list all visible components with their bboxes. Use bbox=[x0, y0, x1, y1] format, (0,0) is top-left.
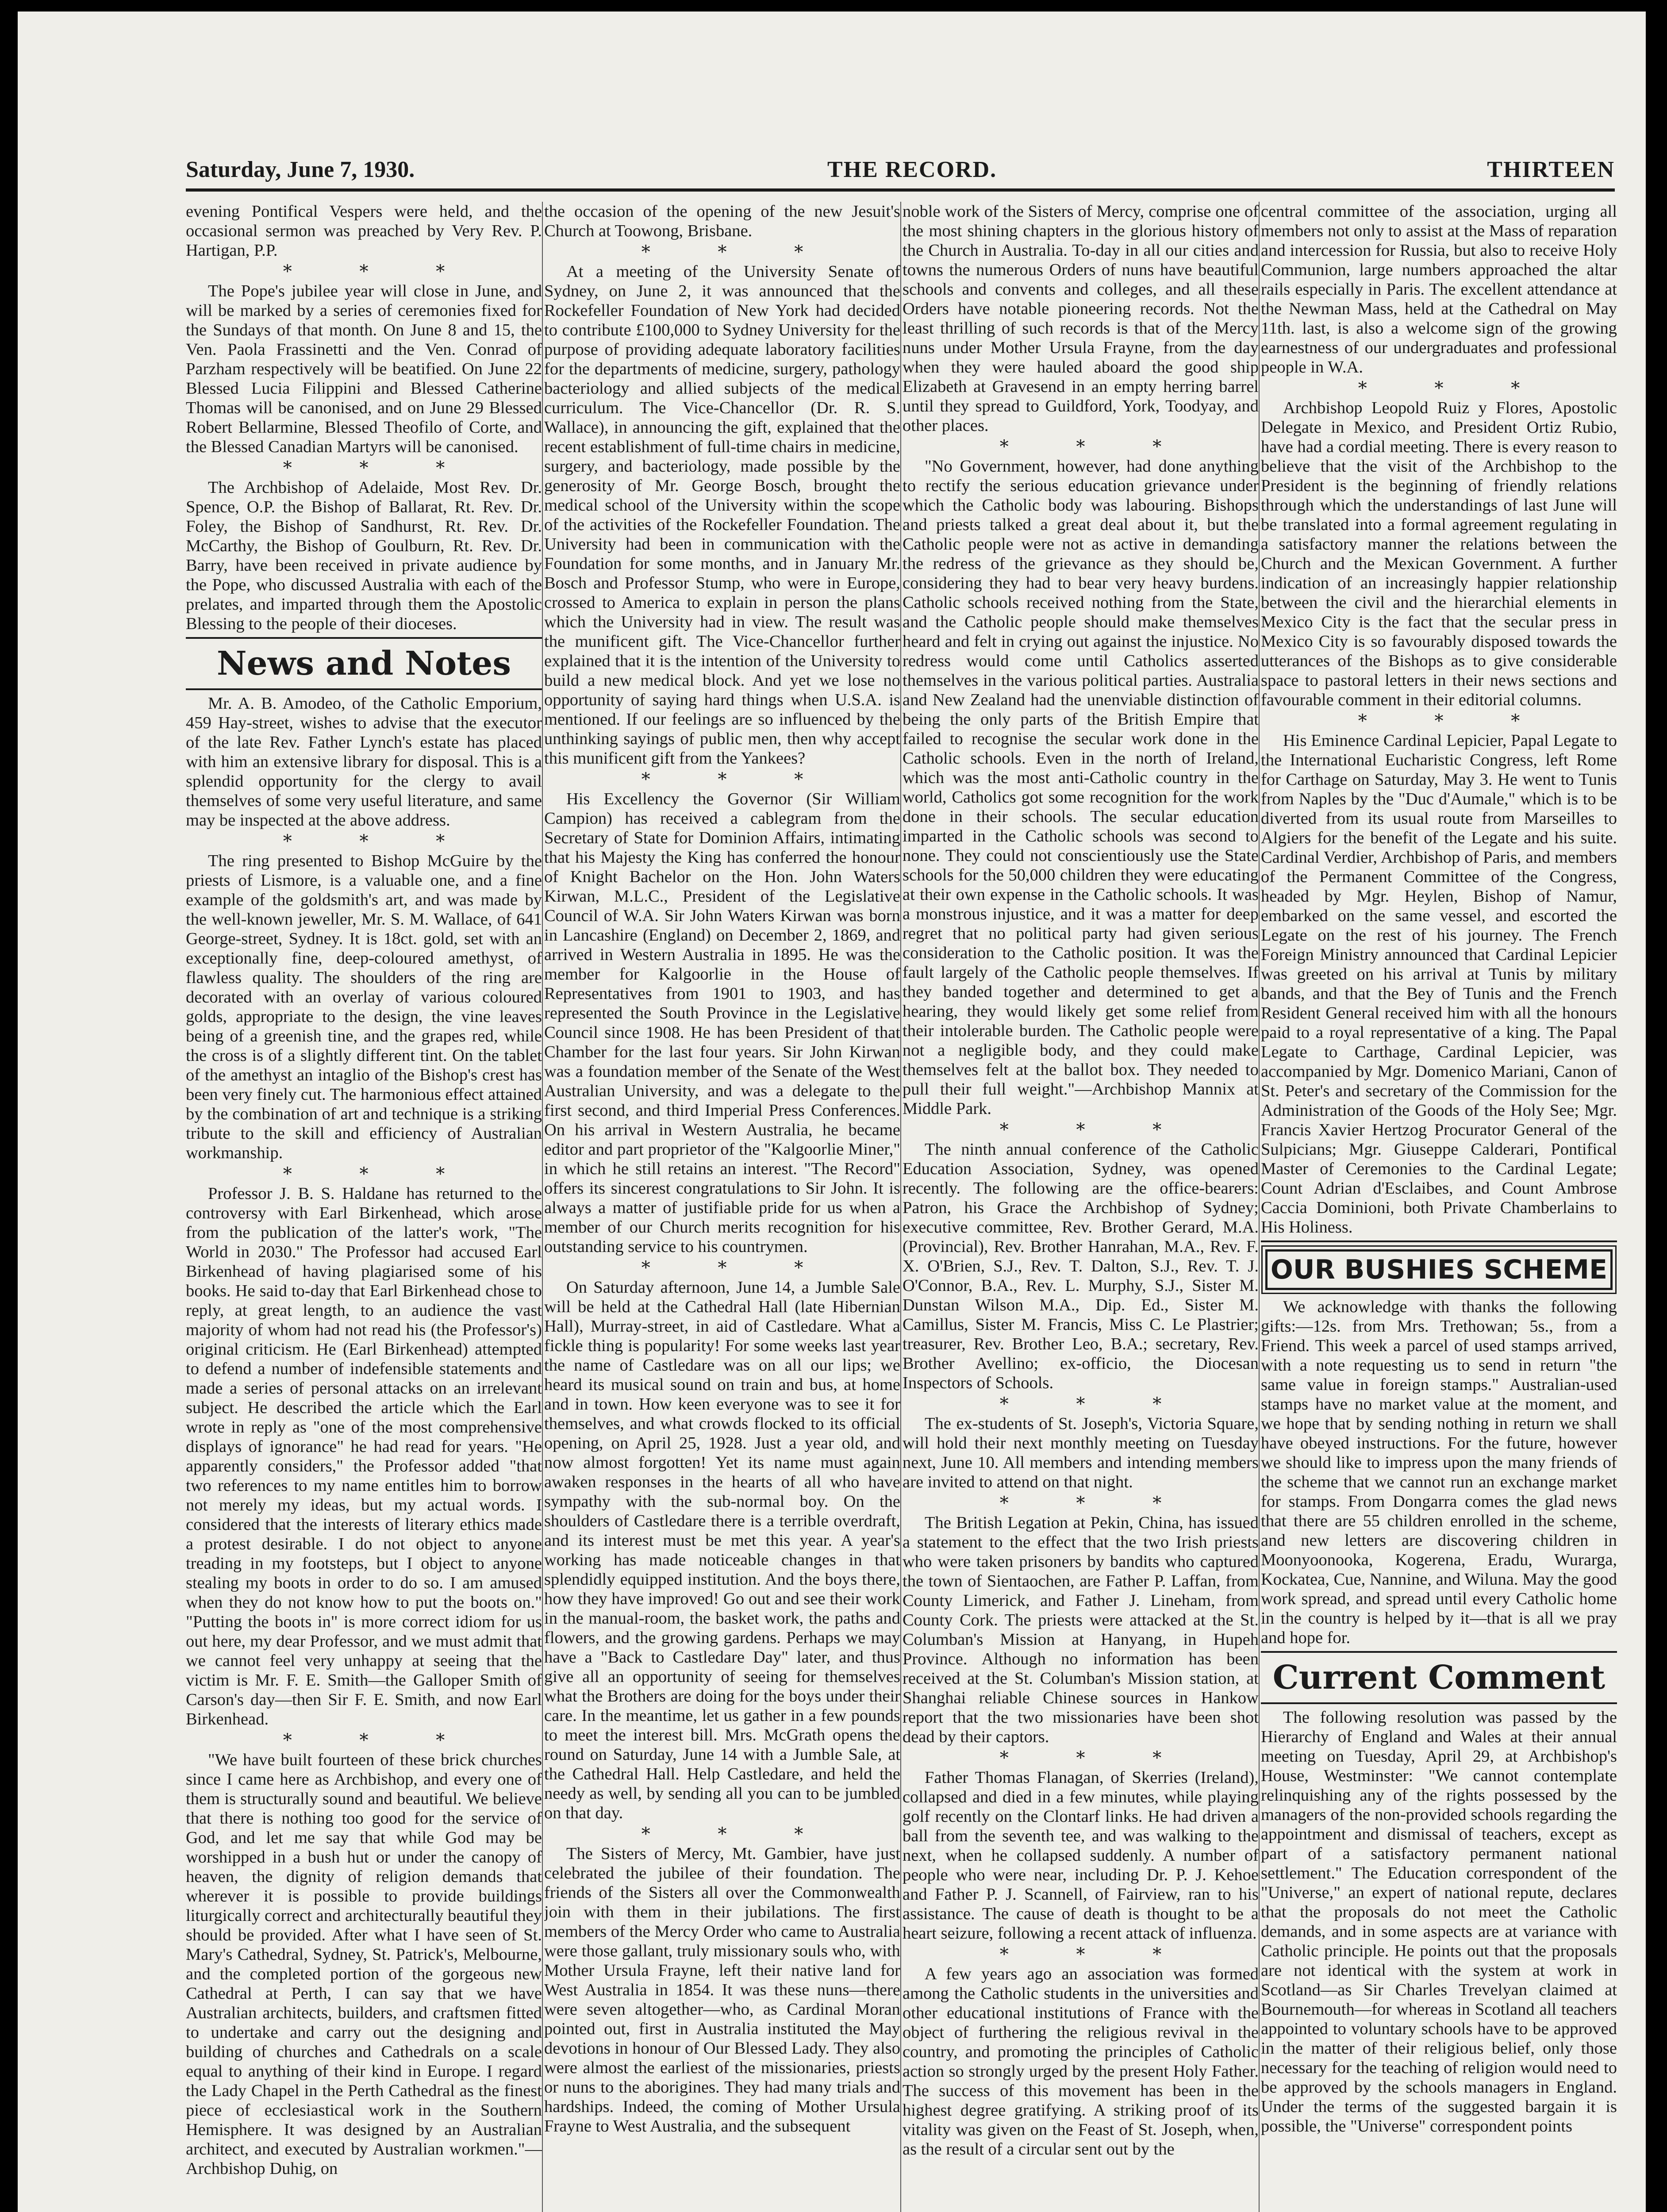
column-3 bbox=[903, 202, 1259, 2212]
column-2 bbox=[544, 202, 900, 2212]
separator: * * * bbox=[999, 1120, 1193, 1140]
article-paragraph: The following resolution was passed by the Hierarchy of England and Wales at their annual meeting on Tuesday, April 29, at Archbishop's House, Westminster: "We cannot contemplate relinquishing any of the rights possessed by the managers of the non-provided schools regarding the appointment and dismissal of teachers, except as part of a satisfactory permanent national settlement." The Education correspondent of the "Universe," an expert of national repute, declares that the proposals do not meet the Catholic demands, and in some aspects are at variance with Catholic principle. He points out that the proposals are not identical with the system at work in Scotland—as Sir Charles Trevelyan claimed at Bournemouth—for whereas in Scotland all teachers appointed to voluntary schools have to be approved in the matter of their religious belief, only those necessary for the teaching of religion would need to be approved by the schools managers in England. Under the terms of the suggested bargain it is possible, the "Universe" correspondent points bbox=[1261, 1708, 1617, 2135]
separator: * * * bbox=[641, 1824, 834, 1844]
section-heading-our-bushies-scheme: OUR BUSHIES SCHEME bbox=[1265, 1249, 1613, 1290]
article-paragraph: At a meeting of the University Senate of Sydney, on June 2, it was announced that the Rockefeller Foundation of New York had decided to contribute £100,000 to Sydney University for the purpose of providing adequate laboratory facilities for the departments of medicine, surgery, pathology bacteriology and allied subjects of the medical curriculum. The Vice-Chancellor (Dr. R. S. Wallace), in announcing the gift, explained that the recent establishment of full-time chairs in medicine, surgery, and bacteriology, made possible by the generosity of Mr. George Bosch, brought the medical school of the University within the scope of the activities of the Rockefeller Foundation. The University had been in communication with the Foundation for some months, and in January Mr. Bosch and Professor Stump, who were in Europe, crossed to America to explain in person the plans which the University had in view. The result was the munificent gift. The Vice-Chancellor further explained that it is the intention of the University to build a new medical block. And yet we lose no opportunity of saying hard things when U.S.A. is mentioned. If our feelings are so influenced by the unthinking sayings of public men, then why accept this munificent gift from the Yankees? bbox=[544, 262, 900, 768]
section-heading-news-and-notes: News and Notes bbox=[216, 645, 511, 683]
heading-rule bbox=[1261, 1240, 1617, 1242]
separator: * * * bbox=[283, 1730, 476, 1751]
column-rule bbox=[1259, 202, 1260, 2212]
article-paragraph: "We have built fourteen of these brick churches since I came here as Archbishop, and every one of them is structurally sound and beautiful. We believe that there is nothing too good for the service of God, and let me say that while God may be worshipped in a bush hut or under the canopy of heaven, the dignity of religion demands that wherever it is possible to provide buildings liturgically correct and architecturally beautiful they should be provided. After what I have seen of St. Mary's Cathedral, Sydney, St. Patrick's, Melbourne, and the completed portion of the gorgeous new Cathedral at Perth, I can say that we have Australian architects, builders, and craftsmen fitted to undertake and carry out the designing and building of churches and Cathedrals on a scale equal to anything of their kind in Europe. I regard the Lady Chapel in the Perth Cathedral as the finest piece of ecclesiastical work in the Southern Hemisphere. It was designed by an Australian architect, and executed by Australian workmen."—Archbishop Duhig, on bbox=[186, 1751, 542, 2178]
column-1 bbox=[186, 202, 542, 2212]
article-paragraph: The Sisters of Mercy, Mt. Gambier, have just celebrated the jubilee of their foundation. The friends of the Sisters all over the Commonwealth join with them in their jubilations. The first members of the Mercy Order who came to Australia were those gallant, truly missionary souls who, with Mother Ursula Frayne, left their native land for West Australia in 1854. It was these nuns—there were seven altogether—who, as Cardinal Moran pointed out, first in Australia instituted the May devotions in honour of Our Blessed Lady. They also were almost the earliest of the missionaries, priests or nuns to the aborigines. They had many trials and hardships. Indeed, the coming of Mother Ursula Frayne to West Australia, and the subsequent bbox=[544, 1844, 900, 2135]
article-paragraph: The ring presented to Bishop McGuire by the priests of Lismore, is a valuable one, and a fine example of the goldsmith's art, and was made by the well-known jeweller, Mr. S. M. Wallace, of 641 George-street, Sydney. It is 18ct. gold, set with an exceptionally fine, deep-coloured amethyst, of flawless quality. The shoulders of the ring are decorated with an overlay of various coloured golds, appropriate to the design, the vine leaves being of a greenish tine, and the grapes red, while the cross is of a slightly different tint. On the tablet of the amethyst an intaglio of the Bishop's crest has been very finely cut. The harmonious effect attained by the combination of art and technique is a striking tribute to the skill and efficiency of Australian workmanship. bbox=[186, 852, 542, 1162]
heading-rule bbox=[186, 637, 542, 639]
separator: * * * bbox=[641, 242, 834, 262]
separator: * * * bbox=[283, 458, 476, 478]
separator: * * * bbox=[999, 1944, 1193, 1965]
newspaper-title: THE RECORD. bbox=[827, 157, 997, 182]
separator: * * * bbox=[1358, 711, 1551, 731]
article-paragraph: His Excellency the Governor (Sir William Campion) has received a cablegram from the Secretary of State for Dominion Affairs, intimating that his Majesty the King has conferred the honour of Knight Bachelor on the Hon. John Waters Kirwan, M.L.C., President of the Legislative Council of W.A. Sir John Waters Kirwan was born in Lancashire (England) on December 2, 1869, and arrived in Western Australia in 1895. He was the member for Kalgoorlie in the House of Representatives from 1901 to 1903, and has represented the South Province in the Legislative Council since 1908. He has been President of that Chamber for the last four years. Sir John Kirwan was a foundation member of the Senate of the West Australian University, and was a delegate to the first second, and third Imperial Press Conferences. On his arrival in Western Australia, he became editor and part proprietor of the "Kalgoorlie Miner," in which he still retains an interest. "The Record" offers its sincerest congratulations to Sir John. It is always a matter of justifiable pride for us when a member of our Church merits recognition for his outstanding service to his countrymen. bbox=[544, 790, 900, 1256]
separator: * * * bbox=[999, 1493, 1193, 1513]
separator: * * * bbox=[999, 1748, 1193, 1768]
separator: * * * bbox=[999, 437, 1193, 457]
article-paragraph: On Saturday afternoon, June 14, a Jumble Sale will be held at the Cathedral Hall (late Hibernian Hall), Murray-street, in aid of Castledare. What a fickle thing is popularity! For some weeks last year the name of Castledare was on all our lips; we heard its musical sound on train and bus, at home and in town. How keen everyone was to see it for themselves, and what crowds flocked to its official opening, on April 25, 1928. Just a year old, and now almost forgotten! Yet its name must again awaken responses in the hearts of all who have sympathy with the sub-normal boy. On the shoulders of Castledare there is a terrible overdraft, and its interest must be met this year. A year's working has made noticeable changes in that splendidly equipped institution. And the boys there, how they have improved! Go out and see their work in the manual-room, the basket work, the paths and flowers, and the growing gardens. Perhaps we may have a "Back to Castledare Day" later, and thus give all an opportunity of seeing for themselves what the Brothers are doing for the boys under their care. In the meantime, let us gather in a few pounds to meet the interest bill. Mrs. McGrath opens the round on Saturday, June 14 with a Jumble Sale, at the Cathedral Hall. Help Castledare, and held the needy as well, by sending all you can to be jumbled on that day. bbox=[544, 1278, 900, 1822]
separator: * * * bbox=[283, 1164, 476, 1184]
article-paragraph: His Eminence Cardinal Lepicier, Papal Legate to the International Eucharistic Congress, left Rome for Carthage on Saturday, May 3. He went to Tunis from Naples by the "Duc d'Aumale," which is to be diverted from its usual route from Marseilles to Algiers for the benefit of the Legate and his suite. Cardinal Verdier, Archbishop of Paris, and members of the Permanent Committee of the Congress, headed by Mgr. Heylen, Bishop of Namur, embarked on the same vessel, and escorted the Legate on the rest of his journey. The French Foreign Ministry announced that Cardinal Lepicier was greeted on his arrival at Tunis by military bands, and that the Bey of Tunis and the French Resident General received him with all the honours paid to a royal representative of a king. The Papal Legate to Carthage, Cardinal Lepicier, was accompanied by Mgr. Domenico Mariani, Canon of St. Peter's and secretary of the Commission for the Administration of the Goods of the Holy See; Mgr. Francis Xavier Hertzog Procurator General of the Sulpicians; Mgr. Giuseppe Calderari, Pontifical Master of Ceremonies to the Cardinal Legate; Count Adrian d'Esclaibes, and Count Ambrose Caccia Dominioni, both Private Chamberlains to His Holiness. bbox=[1261, 731, 1617, 1237]
separator: * * * bbox=[283, 261, 476, 282]
heading-rule bbox=[186, 688, 542, 690]
article-paragraph: A few years ago an association was formed among the Catholic students in the universities and other educational institutions of France with the object of furthering the religious revival in the country, and promoting the principles of Catholic action so strongly urged by the present Holy Father. The success of this movement has been in the highest degree gratifying. A striking proof of its vitality was given on the Feast of St. Joseph, when, as the result of a circular sent out by the bbox=[903, 1965, 1259, 2158]
article-paragraph: We acknowledge with thanks the following gifts:—12s. from Mrs. Trethowan; 5s., from a Friend. This week a parcel of used stamps arrived, with a note requesting us to send in return "the same value in foreign stamps." Australian-used stamps have no market value at the moment, and we hope that by sending nothing in return we shall have obeyed instructions. For the future, however we should like to impress upon the many friends of the scheme that we cannot run an exchange market for stamps. From Dongarra comes the glad news that there are 55 children enrolled in the scheme, and new letters are discovering children in Moonyoonooka, Kogerena, Eradu, Wurarga, Kockatea, Cue, Nannine, and Wiluna. May the good work spread, and spread until every Catholic home in the country is helped by it—that is all we pray and hope for. bbox=[1261, 1298, 1617, 1647]
heading-rule bbox=[1261, 1651, 1617, 1653]
article-paragraph: The ninth annual conference of the Catholic Education Association, Sydney, was opened recently. The following are the office-bearers: Patron, his Grace the Archbishop of Sydney; executive committee, Rev. Brother Gerard, M.A. (Provincial), Rev. Brother Hanrahan, M.A., Rev. F. X. O'Brien, S.J., Rev. T. Dalton, S.J., Rev. T. J. O'Connor, B.A., Rev. L. Murphy, S.J., Sister M. Dunstan Wilson M.A., Dip. Ed., Sister M. Camillus, Sister M. Francis, Miss C. Le Plastrier; treasurer, Rev. Brother Leo, B.A.; secretary, Rev. Brother Avellino; ex-officio, the Diocesan Inspectors of Schools. bbox=[903, 1140, 1259, 1392]
article-paragraph: The British Legation at Pekin, China, has issued a statement to the effect that the two Irish priests who were taken prisoners by bandits who captured the town of Sientaochen, are Father P. Laffan, from County Limerick, and Father J. Lineham, from County Cork. The priests were attacked at the St. Columban's Mission at Hanyang, in Hupeh Province. Although no information has been received at the St. Columban's Mission station, at Shanghai reliable Chinese sources in Hankow report that the two missionaries have been shot dead by their captors. bbox=[903, 1513, 1259, 1746]
heading-rule bbox=[1261, 1702, 1617, 1704]
article-paragraph: The ex-students of St. Joseph's, Victoria Square, will hold their next monthly meeting on Tuesday next, June 10. All members and intending members are invited to attend on that night. bbox=[903, 1414, 1259, 1491]
article-paragraph: Archbishop Leopold Ruiz y Flores, Apostolic Delegate in Mexico, and President Ortiz Rubio, have had a cordial meeting. There is every reason to believe that the visit of the Archbishop to the President is the beginning of friendly relations through which the understandings of last June will be translated into a formal agreement regulating in a satisfactory manner the relations between the Church and the Mexican Government. A further indication of an increasingly happier relationship between the civil and the hierarchial elements in Mexico City is the fact that the secular press in Mexico City is so favourably disposed towards the utterances of the Bishops as to give considerable space to pastoral letters in their news sections and favourable comment in their editorial columns. bbox=[1261, 399, 1617, 709]
article-paragraph: The Archbishop of Adelaide, Most Rev. Dr. Spence, O.P. the Bishop of Ballarat, Rt. Rev. Dr. Foley, the Bishop of Sandhurst, Rt. Rev. Dr. McCarthy, the Bishop of Goulburn, Rt. Rev. Dr. Barry, have been received in private audience by the Pope, who discussed Australia with each of the prelates, and imparted through them the Apostolic Blessing to the people of their dioceses. bbox=[186, 478, 542, 633]
article-paragraph: the occasion of the opening of the new Jesuit's Church at Toowong, Brisbane. bbox=[544, 202, 900, 240]
section-heading-current-comment: Current Comment bbox=[1272, 1659, 1606, 1697]
article-paragraph: evening Pontifical Vespers were held, and the occasional sermon was preached by Very Rev. P. Hartigan, P.P. bbox=[186, 202, 542, 260]
separator: * * * bbox=[641, 769, 834, 790]
article-paragraph: noble work of the Sisters of Mercy, comprise one of the most shining chapters in the glorious history of the Church in Australia. To-day in all our cities and towns the numerous Orders of nuns have beautiful schools and convents and colleges, and all these Orders have notable pioneering records. Not the least thrilling of such records is that of the Mercy nuns under Mother Ursula Frayne, from the day when they were hauled aboard the good ship Elizabeth at Gravesend in an empty herring barrel until they spread to Guildford, York, Toodyay, and other places. bbox=[903, 202, 1259, 435]
article-paragraph: Mr. A. B. Amodeo, of the Catholic Emporium, 459 Hay-street, wishes to advise that the executor of the late Rev. Father Lynch's estate has placed with him an extensive library for disposal. This is a splendid opportunity for the clergy to avail themselves of some very useful literature, and same may be inspected at the above address. bbox=[186, 694, 542, 830]
page-number: THIRTEEN bbox=[1487, 157, 1615, 182]
article-paragraph: The Pope's jubilee year will close in June, and will be marked by a series of ceremonies fixed for the Sundays of that month. On June 8 and 15, the Ven. Paola Frassinetti and the Ven. Conrad of Parzham respectively will be beatified. On June 22 Blessed Lucia Filippini and Blessed Catherine Thomas will be canonised, and on June 29 Blessed Robert Bellarmine, Blessed Theofilo of Corte, and the Blessed Canadian Martyrs will be canonised. bbox=[186, 282, 542, 456]
newspaper-page bbox=[18, 12, 1646, 2212]
article-paragraph: central committee of the association, urging all members not only to assist at the Mass of reparation and intercession for Russia, but also to receive Holy Communion, large numbers approached the altar rails especially in Paris. The excellent attendance at the Newman Mass, held at the Cathedral on May 11th. last, is also a welcome sign of the growing earnestness of our undergraduates and professional people in W.A. bbox=[1261, 202, 1617, 376]
masthead-rule bbox=[186, 188, 1615, 192]
separator: * * * bbox=[641, 1258, 834, 1278]
issue-date: Saturday, June 7, 1930. bbox=[186, 157, 415, 182]
separator: * * * bbox=[283, 831, 476, 852]
article-paragraph: Professor J. B. S. Haldane has returned to the controversy with Earl Birkenhead, which arose from the publication of the latter's work, "The World in 2030." The Professor had accused Earl Birkenhead of having plagiarised some of his books. He said to-day that Earl Birkenhead chose to reply, at great length, to an audience the vast majority of whom had not read his (the Professor's) original criticism. He (Earl Birkenhead) attempted to defend a number of indefensible statements and made a series of personal attacks on an irrelevant subject. He described the article which the Earl wrote in reply as "one of the most comprehensive displays of ignorance" he had read for years. "He apparently considers," the Professor added "that two references to my name entitles him to borrow not merely my ideas, but my actual words. I considered that the interests of literary ethics made a protest desirable. I do not object to anyone treading in my footsteps, but I object to anyone stealing my boots in order to do so. I am amused when they do not know how to put the boots on." "Putting the boots in" is more correct idiom for us out here, my dear Professor, and we must admit that we cannot feel very unhappy at seeing that the victim is Mr. F. E. Smith—the Galloper Smith of Carson's day—then Sir F. E. Smith, and now Earl Birkenhead. bbox=[186, 1184, 542, 1728]
separator: * * * bbox=[999, 1394, 1193, 1414]
column-4 bbox=[1261, 202, 1617, 2212]
column-rule bbox=[542, 202, 543, 2212]
separator: * * * bbox=[1358, 378, 1551, 399]
column-rule bbox=[900, 202, 901, 2212]
article-paragraph: "No Government, however, had done anything to rectify the serious education grievance under which the Catholic body was labouring. Bishops and priests talked a great deal about it, but the Catholic people were not as active in demanding the redress of the grievance as they should be, considering they had to bear very heavy burdens. Catholic schools received nothing from the State, and the Catholic people should make themselves heard and felt in crying out against the injustice. No redress would come until Catholics asserted themselves in the various political parties. Australia and New Zealand had the unenviable distinction of being the only parts of the British Empire that failed to recognise the secular work done in the Catholic schools. Even in the north of Ireland, which was the most anti-Catholic country in the world, Catholics got some recognition for the work done in their schools. The secular education imparted in the Catholic schools was second to none. They could not conscientiously use the State schools for the 50,000 children they were educating at their own expense in the Catholic schools. It was a monstrous injustice, and it was a matter for deep regret that no political party had given serious consideration to the Catholic position. It was the fault largely of the Catholic people themselves. If they banded together and determined to get a hearing, they would likely get some relief from their intolerable burden. The Catholic people were not a negligible body, and they could make themselves felt at the ballot box. They needed to pull their full weight."—Archbishop Mannix at Middle Park. bbox=[903, 457, 1259, 1118]
article-paragraph: Father Thomas Flanagan, of Skerries (Ireland), collapsed and died in a few minutes, while playing golf recently on the Clontarf links. He had driven a ball from the seventh tee, and was walking to the next, when he collapsed suddenly. A number of people who were near, including Dr. P. J. Kehoe and Father P. J. Scannell, of Fairview, ran to his assistance. The cause of death is thought to be a heart seizure, following a recent attack of influenza. bbox=[903, 1768, 1259, 1943]
